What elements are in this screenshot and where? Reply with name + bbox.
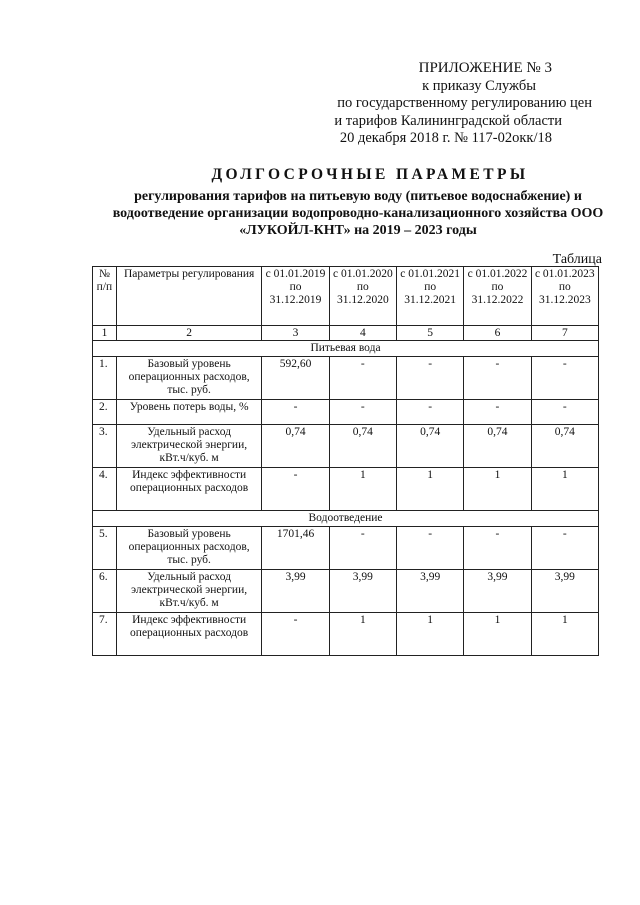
column-number-row xyxy=(93,326,599,341)
row-value: 3,99 xyxy=(262,570,329,613)
row-value: 3,99 xyxy=(329,570,396,613)
table-row xyxy=(93,570,599,613)
row-num: 1. xyxy=(93,357,117,400)
row-value: 592,60 xyxy=(262,357,329,400)
row-value: 1 xyxy=(397,468,464,511)
row-value: 3,99 xyxy=(464,570,531,613)
document-title: ДОЛГОСРОЧНЫЕ ПАРАМЕТРЫ xyxy=(211,166,529,183)
column-number: 5 xyxy=(397,326,464,341)
appendix-region: и тарифов Калининградской области xyxy=(334,112,562,129)
row-value: - xyxy=(329,357,396,400)
row-value: - xyxy=(262,613,329,656)
column-number: 2 xyxy=(116,326,262,341)
document-subtitle: регулирования тарифов на питьевую воду (питьевое водоснабжение) и водоотведение организации водопроводно-канализационного хозяйства ООО «ЛУКОЙЛ-КНТ» на 2019 – 2023 годы xyxy=(112,189,604,238)
table-row xyxy=(93,527,599,570)
row-num: 2. xyxy=(93,400,117,425)
row-value: - xyxy=(397,400,464,425)
table-row xyxy=(93,468,599,511)
row-value: 3,99 xyxy=(531,570,598,613)
row-param: Базовый уровень операционных расходов, тыс. руб. xyxy=(116,527,262,570)
row-param: Удельный расход электрической энергии, кВт.ч/куб. м xyxy=(116,425,262,468)
row-value: 1 xyxy=(464,613,531,656)
header-period-2023: с 01.01.2023 по 31.12.2023 xyxy=(531,267,598,326)
row-value: - xyxy=(262,400,329,425)
section-title: Водоотведение xyxy=(93,511,599,527)
row-value: - xyxy=(531,400,598,425)
section-title: Питьевая вода xyxy=(93,341,599,357)
table-header-row xyxy=(93,267,599,326)
row-value: - xyxy=(531,357,598,400)
row-num: 7. xyxy=(93,613,117,656)
column-number: 1 xyxy=(93,326,117,341)
appendix-date: 20 декабря 2018 г. № 117-02окк/18 xyxy=(339,130,552,146)
header-param: Параметры регулирования xyxy=(116,267,262,326)
table-row xyxy=(93,357,599,400)
parameters-table xyxy=(92,266,599,656)
appendix-agency: по государственному регулированию цен xyxy=(337,95,592,111)
table-label: Таблица xyxy=(552,252,602,267)
section-row-wastewater xyxy=(93,511,599,527)
row-value: 3,99 xyxy=(397,570,464,613)
header-num: № п/п xyxy=(93,267,117,326)
row-param: Уровень потерь воды, % xyxy=(116,400,262,425)
row-value: - xyxy=(397,357,464,400)
row-num: 5. xyxy=(93,527,117,570)
row-value: - xyxy=(531,527,598,570)
row-num: 6. xyxy=(93,570,117,613)
row-param: Индекс эффективности операционных расходов xyxy=(116,613,262,656)
column-number: 7 xyxy=(531,326,598,341)
row-value: - xyxy=(329,400,396,425)
row-param: Удельный расход электрической энергии, кВт.ч/куб. м xyxy=(116,570,262,613)
appendix-number: ПРИЛОЖЕНИЕ № 3 xyxy=(418,60,552,76)
column-number: 4 xyxy=(329,326,396,341)
column-number: 6 xyxy=(464,326,531,341)
header-period-2022: с 01.01.2022 по 31.12.2022 xyxy=(464,267,531,326)
row-num: 4. xyxy=(93,468,117,511)
row-value: 1 xyxy=(397,613,464,656)
row-value: - xyxy=(329,527,396,570)
section-row-drinking-water xyxy=(93,341,599,357)
table-row xyxy=(93,613,599,656)
row-num: 3. xyxy=(93,425,117,468)
row-value: 0,74 xyxy=(531,425,598,468)
column-number: 3 xyxy=(262,326,329,341)
header-period-2020: с 01.01.2020 по 31.12.2020 xyxy=(329,267,396,326)
row-value: 0,74 xyxy=(262,425,329,468)
appendix-order-ref: к приказу Службы xyxy=(422,77,536,94)
row-value: - xyxy=(464,400,531,425)
row-value: 1701,46 xyxy=(262,527,329,570)
row-value: - xyxy=(464,357,531,400)
row-param: Базовый уровень операционных расходов, тыс. руб. xyxy=(116,357,262,400)
row-value: - xyxy=(464,527,531,570)
row-value: 0,74 xyxy=(397,425,464,468)
header-period-2019: с 01.01.2019 по 31.12.2019 xyxy=(262,267,329,326)
row-value: 1 xyxy=(329,613,396,656)
row-value: 1 xyxy=(329,468,396,511)
row-value: 1 xyxy=(531,613,598,656)
table-row xyxy=(93,400,599,425)
appendix-header xyxy=(310,60,592,148)
row-value: - xyxy=(262,468,329,511)
row-value: 0,74 xyxy=(329,425,396,468)
row-value: - xyxy=(397,527,464,570)
header-period-2021: с 01.01.2021 по 31.12.2021 xyxy=(397,267,464,326)
row-value: 1 xyxy=(464,468,531,511)
table-row xyxy=(93,425,599,468)
row-value: 0,74 xyxy=(464,425,531,468)
row-value: 1 xyxy=(531,468,598,511)
row-param: Индекс эффективности операционных расходов xyxy=(116,468,262,511)
